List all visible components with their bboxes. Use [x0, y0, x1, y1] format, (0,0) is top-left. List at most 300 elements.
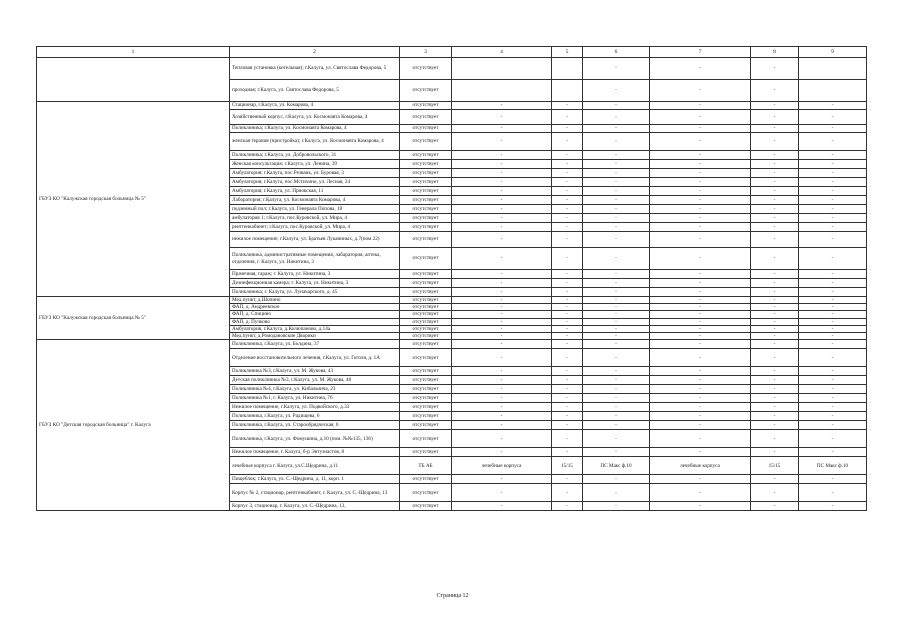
value-cell: -: [552, 187, 583, 196]
value-cell: -: [751, 376, 799, 385]
value-cell: -: [552, 214, 583, 223]
value-cell: -: [583, 270, 650, 279]
value-cell: -: [650, 214, 751, 223]
value-cell: -: [552, 304, 583, 311]
value-cell: -: [583, 325, 650, 332]
value-cell: -: [650, 448, 751, 457]
value-cell: -: [799, 232, 867, 248]
value-cell: -: [452, 223, 552, 232]
value-cell: отсутствует: [400, 248, 452, 270]
facility-name-cell: Амбулатория; г.Калуга, пос.Резвань, ул. Буровая, 3: [230, 169, 400, 178]
value-cell: -: [751, 475, 799, 484]
value-cell: -: [552, 475, 583, 484]
value-cell: -: [650, 169, 751, 178]
facility-name-cell: Лаборатория; г.Калуга, ул. Космонавта Комарова, 4: [230, 196, 400, 205]
value-cell: -: [452, 288, 552, 297]
value-cell: -: [751, 340, 799, 349]
value-cell: -: [552, 376, 583, 385]
value-cell: 15/15: [552, 457, 583, 475]
column-number: 6: [583, 47, 650, 58]
value-cell: -: [650, 412, 751, 421]
value-cell: -: [583, 484, 650, 502]
value-cell: -: [650, 304, 751, 311]
value-cell: -: [650, 223, 751, 232]
value-cell: -: [583, 205, 650, 214]
value-cell: -: [452, 340, 552, 349]
value-cell: -: [799, 475, 867, 484]
value-cell: -: [751, 80, 799, 102]
value-cell: -: [452, 151, 552, 160]
column-number: 3: [400, 47, 452, 58]
value-cell: -: [452, 279, 552, 288]
value-cell: -: [650, 270, 751, 279]
value-cell: -: [799, 169, 867, 178]
value-cell: отсутствует: [400, 58, 452, 80]
value-cell: -: [799, 412, 867, 421]
value-cell: отсутствует: [400, 333, 452, 340]
value-cell: -: [452, 421, 552, 430]
value-cell: отсутствует: [400, 110, 452, 125]
facility-name-cell: Поликлиника №4, г.Калуга, ул. Кибальчича, 23: [230, 385, 400, 394]
value-cell: -: [552, 297, 583, 304]
facility-name-cell: Нежилое помещение, г. Калуга, б-р Энтузиастов, 8: [230, 448, 400, 457]
value-cell: -: [751, 125, 799, 133]
value-cell: -: [552, 367, 583, 376]
value-cell: -: [583, 475, 650, 484]
value-cell: -: [751, 349, 799, 367]
page-number: Страница 12: [436, 593, 469, 599]
facility-name-cell: Поликлиника; г.Калуга, ул. Космонавта Комарова, 4: [230, 125, 400, 133]
facility-name-cell: Поликлиника, г.Калуга, ул. Болдина, 37: [230, 340, 400, 349]
facility-name-cell: Поликлиника; г. Калуга, ул. Луначарского, д. 45: [230, 288, 400, 297]
value-cell: -: [552, 421, 583, 430]
value-cell: -: [583, 248, 650, 270]
value-cell: отсутствует: [400, 385, 452, 394]
value-cell: -: [452, 349, 552, 367]
facility-name-cell: Женская консультация; г.Калуга, ул. Ленина, 39: [230, 160, 400, 169]
value-cell: -: [650, 178, 751, 187]
value-cell: -: [452, 311, 552, 318]
value-cell: -: [452, 178, 552, 187]
facility-name-cell: Тепловая установка (котельная); г.Калуга, ул. Святослава Федорова, 5: [230, 58, 400, 80]
value-cell: -: [650, 160, 751, 169]
value-cell: -: [552, 125, 583, 133]
value-cell: -: [650, 484, 751, 502]
value-cell: -: [650, 475, 751, 484]
value-cell: -: [452, 125, 552, 133]
value-cell: отсутствует: [400, 169, 452, 178]
organization-cell: ГБУЗ КО "Калужская городская больница № 5": [37, 102, 230, 297]
facility-name-cell: Прачечная, гараж; г. Калуга, ул. Никитина, 3: [230, 270, 400, 279]
facility-name-cell: Мед.пункт, д.Шопино: [230, 297, 400, 304]
value-cell: -: [751, 288, 799, 297]
value-cell: -: [552, 178, 583, 187]
value-cell: -: [650, 125, 751, 133]
value-cell: -: [751, 102, 799, 110]
value-cell: -: [751, 58, 799, 80]
value-cell: отсутствует: [400, 349, 452, 367]
value-cell: -: [799, 214, 867, 223]
value-cell: -: [452, 248, 552, 270]
value-cell: -: [583, 304, 650, 311]
value-cell: -: [650, 232, 751, 248]
value-cell: -: [650, 196, 751, 205]
value-cell: [452, 80, 552, 102]
value-cell: -: [583, 385, 650, 394]
column-number-row: [37, 47, 867, 58]
value-cell: отсутствует: [400, 318, 452, 325]
value-cell: -: [452, 187, 552, 196]
facility-name-cell: подземный пол; г.Калуга, ул. Генерала Попова, 18: [230, 205, 400, 214]
value-cell: -: [799, 110, 867, 125]
value-cell: -: [650, 133, 751, 151]
value-cell: -: [751, 214, 799, 223]
value-cell: -: [650, 367, 751, 376]
value-cell: -: [452, 394, 552, 403]
value-cell: -: [751, 367, 799, 376]
value-cell: -: [799, 178, 867, 187]
value-cell: -: [452, 318, 552, 325]
value-cell: -: [751, 430, 799, 448]
value-cell: отсутствует: [400, 376, 452, 385]
value-cell: -: [799, 376, 867, 385]
value-cell: -: [452, 484, 552, 502]
value-cell: -: [650, 248, 751, 270]
value-cell: отсутствует: [400, 475, 452, 484]
facility-name-cell: Отделение восстановительного лечения, г.Калуга, ул. Гоголя, д. 1А: [230, 349, 400, 367]
value-cell: 15/15: [751, 457, 799, 475]
value-cell: -: [583, 297, 650, 304]
value-cell: отсутствует: [400, 367, 452, 376]
facility-name-cell: ФАП, д. Спицино: [230, 311, 400, 318]
value-cell: отсутствует: [400, 205, 452, 214]
facility-name-cell: Мед.пункт, д.Ромодановские Дворики: [230, 333, 400, 340]
facility-name-cell: амбулатория 1; г.Калуга, пос.Куровской, ул. Мира, 4: [230, 214, 400, 223]
value-cell: -: [583, 214, 650, 223]
value-cell: -: [552, 223, 583, 232]
value-cell: -: [452, 367, 552, 376]
value-cell: -: [452, 270, 552, 279]
value-cell: -: [552, 385, 583, 394]
value-cell: отсутствует: [400, 232, 452, 248]
value-cell: -: [799, 318, 867, 325]
value-cell: -: [751, 178, 799, 187]
value-cell: ТБ АБ: [400, 457, 452, 475]
value-cell: -: [452, 385, 552, 394]
value-cell: -: [751, 385, 799, 394]
facility-name-cell: ФАП, д. Андреевское: [230, 304, 400, 311]
value-cell: -: [751, 279, 799, 288]
value-cell: -: [552, 502, 583, 511]
value-cell: -: [452, 502, 552, 511]
value-cell: -: [552, 318, 583, 325]
value-cell: -: [552, 133, 583, 151]
value-cell: -: [583, 394, 650, 403]
organization-cell: [37, 58, 230, 102]
value-cell: -: [552, 412, 583, 421]
value-cell: -: [583, 502, 650, 511]
facility-name-cell: лечебные корпуса г. Калуга, ул.С.Щедрина, д.11: [230, 457, 400, 475]
value-cell: -: [583, 448, 650, 457]
value-cell: -: [552, 110, 583, 125]
value-cell: -: [583, 80, 650, 102]
value-cell: -: [583, 367, 650, 376]
value-cell: -: [583, 376, 650, 385]
value-cell: -: [583, 318, 650, 325]
value-cell: -: [452, 102, 552, 110]
value-cell: -: [799, 333, 867, 340]
facility-name-cell: Поликлиника, г.Калуга, ул. Старообрядческая, 6: [230, 421, 400, 430]
value-cell: -: [452, 196, 552, 205]
value-cell: -: [650, 325, 751, 332]
value-cell: -: [751, 403, 799, 412]
value-cell: отсутствует: [400, 311, 452, 318]
value-cell: -: [583, 169, 650, 178]
value-cell: -: [452, 475, 552, 484]
value-cell: -: [583, 110, 650, 125]
facility-name-cell: Стационар, г.Калуга, ул. Комарова, 4: [230, 102, 400, 110]
value-cell: -: [650, 151, 751, 160]
value-cell: -: [583, 151, 650, 160]
value-cell: отсутствует: [400, 270, 452, 279]
value-cell: -: [650, 187, 751, 196]
value-cell: отсутствует: [400, 394, 452, 403]
value-cell: -: [552, 325, 583, 332]
value-cell: -: [799, 125, 867, 133]
value-cell: -: [751, 151, 799, 160]
value-cell: -: [751, 187, 799, 196]
facility-name-cell: Амбулатория; г.Калуга, ул. Приокская, 11: [230, 187, 400, 196]
value-cell: -: [799, 502, 867, 511]
value-cell: -: [650, 102, 751, 110]
value-cell: -: [751, 304, 799, 311]
value-cell: -: [552, 270, 583, 279]
value-cell: -: [799, 133, 867, 151]
value-cell: -: [583, 178, 650, 187]
value-cell: -: [552, 430, 583, 448]
facility-name-cell: ФАП, д. Пучково: [230, 318, 400, 325]
column-number: 1: [37, 47, 230, 58]
value-cell: -: [452, 160, 552, 169]
value-cell: -: [583, 232, 650, 248]
value-cell: отсутствует: [400, 484, 452, 502]
facility-name-cell: нежилое помещение; г.Калуга, ул. Братьев Луканиных, д.7(пом 22): [230, 232, 400, 248]
value-cell: -: [452, 214, 552, 223]
value-cell: ПС Макс ф.10: [583, 457, 650, 475]
value-cell: -: [583, 349, 650, 367]
value-cell: -: [552, 394, 583, 403]
value-cell: -: [799, 297, 867, 304]
value-cell: -: [552, 151, 583, 160]
value-cell: -: [799, 340, 867, 349]
value-cell: -: [552, 160, 583, 169]
value-cell: -: [751, 270, 799, 279]
value-cell: -: [799, 311, 867, 318]
value-cell: отсутствует: [400, 412, 452, 421]
value-cell: отсутствует: [400, 151, 452, 160]
organization-cell: ГБУЗ КО "Детская городская больница" г. Калуга: [37, 340, 230, 511]
value-cell: -: [583, 133, 650, 151]
value-cell: -: [650, 58, 751, 80]
value-cell: -: [552, 349, 583, 367]
value-cell: -: [583, 102, 650, 110]
value-cell: -: [583, 125, 650, 133]
value-cell: -: [552, 248, 583, 270]
value-cell: -: [799, 279, 867, 288]
value-cell: ПС Макс ф.10: [799, 457, 867, 475]
value-cell: -: [552, 288, 583, 297]
value-cell: -: [751, 223, 799, 232]
value-cell: -: [583, 223, 650, 232]
value-cell: -: [452, 205, 552, 214]
value-cell: -: [799, 102, 867, 110]
facility-name-cell: Поликлиника; г.Калуга, ул. Добровольского, 31: [230, 151, 400, 160]
facility-name-cell: Поликлиника №3, г.Калуга, ул. М. Жукова, 43: [230, 367, 400, 376]
value-cell: -: [552, 169, 583, 178]
value-cell: -: [650, 205, 751, 214]
facility-name-cell: Детская поликлиника №3, г.Калуга, ул. М. Жукова, 48: [230, 376, 400, 385]
value-cell: -: [650, 349, 751, 367]
value-cell: -: [650, 279, 751, 288]
value-cell: -: [583, 421, 650, 430]
value-cell: -: [650, 333, 751, 340]
facility-name-cell: женская терапия (пристройка); г.Калуга, ул. Космонавта Комарова, 4: [230, 133, 400, 151]
value-cell: -: [799, 223, 867, 232]
value-cell: -: [751, 232, 799, 248]
value-cell: -: [799, 484, 867, 502]
value-cell: -: [751, 502, 799, 511]
table-row: [37, 102, 867, 110]
value-cell: -: [650, 394, 751, 403]
value-cell: -: [452, 133, 552, 151]
value-cell: отсутствует: [400, 133, 452, 151]
value-cell: -: [650, 403, 751, 412]
value-cell: -: [452, 403, 552, 412]
value-cell: -: [583, 288, 650, 297]
value-cell: -: [751, 448, 799, 457]
value-cell: -: [799, 151, 867, 160]
value-cell: -: [799, 288, 867, 297]
value-cell: лечебные корпуса: [452, 457, 552, 475]
value-cell: -: [583, 403, 650, 412]
value-cell: -: [799, 325, 867, 332]
value-cell: -: [751, 133, 799, 151]
value-cell: -: [799, 270, 867, 279]
value-cell: -: [650, 385, 751, 394]
facility-name-cell: Амбулатория; г.Калуга, пос.Мстихино, ул. Лесная, 24: [230, 178, 400, 187]
value-cell: -: [552, 484, 583, 502]
value-cell: -: [799, 187, 867, 196]
facility-name-cell: Амбулатория, г.Калуга, д.Колюпаново, д.14а: [230, 325, 400, 332]
value-cell: -: [583, 160, 650, 169]
value-cell: -: [751, 248, 799, 270]
value-cell: -: [650, 502, 751, 511]
value-cell: -: [650, 80, 751, 102]
value-cell: -: [583, 187, 650, 196]
value-cell: отсутствует: [400, 304, 452, 311]
value-cell: -: [799, 196, 867, 205]
value-cell: отсутствует: [400, 178, 452, 187]
value-cell: [552, 80, 583, 102]
value-cell: [552, 58, 583, 80]
facility-name-cell: Корпус 3, стационар, г. Калуга, ул. С.-Щедрина, 13,: [230, 502, 400, 511]
value-cell: -: [650, 421, 751, 430]
facility-name-cell: Поликлиника, г.Калуга, ул. Радищева, 6: [230, 412, 400, 421]
table-row: [37, 297, 867, 304]
value-cell: отсутствует: [400, 421, 452, 430]
value-cell: -: [751, 325, 799, 332]
value-cell: отсутствует: [400, 214, 452, 223]
value-cell: отсутствует: [400, 279, 452, 288]
value-cell: [452, 58, 552, 80]
value-cell: отсутствует: [400, 297, 452, 304]
value-cell: -: [452, 297, 552, 304]
value-cell: -: [799, 394, 867, 403]
value-cell: лечебные корпуса: [650, 457, 751, 475]
value-cell: -: [452, 110, 552, 125]
value-cell: -: [799, 367, 867, 376]
value-cell: -: [552, 102, 583, 110]
value-cell: -: [452, 169, 552, 178]
value-cell: отсутствует: [400, 187, 452, 196]
value-cell: -: [751, 333, 799, 340]
value-cell: -: [799, 304, 867, 311]
value-cell: -: [751, 421, 799, 430]
value-cell: -: [799, 160, 867, 169]
value-cell: -: [583, 279, 650, 288]
value-cell: -: [751, 196, 799, 205]
value-cell: -: [583, 430, 650, 448]
value-cell: -: [552, 311, 583, 318]
column-number: 4: [452, 47, 552, 58]
value-cell: -: [452, 448, 552, 457]
value-cell: отсутствует: [400, 448, 452, 457]
facility-name-cell: Дезинфекционная камера; г. Калуга, ул. Никитина, 3: [230, 279, 400, 288]
value-cell: -: [650, 430, 751, 448]
facility-name-cell: Нежилое помещение, г.Калуга, ул. Подвойского, д.33: [230, 403, 400, 412]
value-cell: -: [799, 403, 867, 412]
facility-name-cell: Поликлиника, административные помещения, лабаратория, аптека, отделения, г. Калуга, ул. Никитина, 3: [230, 248, 400, 270]
value-cell: -: [552, 333, 583, 340]
value-cell: -: [650, 376, 751, 385]
value-cell: -: [751, 412, 799, 421]
value-cell: -: [799, 448, 867, 457]
value-cell: -: [650, 311, 751, 318]
column-number: 9: [799, 47, 867, 58]
value-cell: отсутствует: [400, 160, 452, 169]
value-cell: -: [751, 394, 799, 403]
facility-name-cell: рентгенкабинет; г.Калуга, пос.Куровской, ул. Мира, 4: [230, 223, 400, 232]
value-cell: -: [751, 484, 799, 502]
value-cell: -: [452, 325, 552, 332]
value-cell: -: [552, 448, 583, 457]
value-cell: -: [799, 421, 867, 430]
registry-table: [36, 46, 867, 511]
column-number: 7: [650, 47, 751, 58]
value-cell: -: [650, 110, 751, 125]
value-cell: -: [552, 279, 583, 288]
value-cell: -: [799, 349, 867, 367]
value-cell: -: [583, 340, 650, 349]
value-cell: -: [650, 297, 751, 304]
value-cell: -: [452, 376, 552, 385]
value-cell: отсутствует: [400, 340, 452, 349]
value-cell: -: [583, 196, 650, 205]
value-cell: -: [552, 205, 583, 214]
value-cell: отсутствует: [400, 288, 452, 297]
value-cell: -: [452, 430, 552, 448]
value-cell: -: [751, 297, 799, 304]
